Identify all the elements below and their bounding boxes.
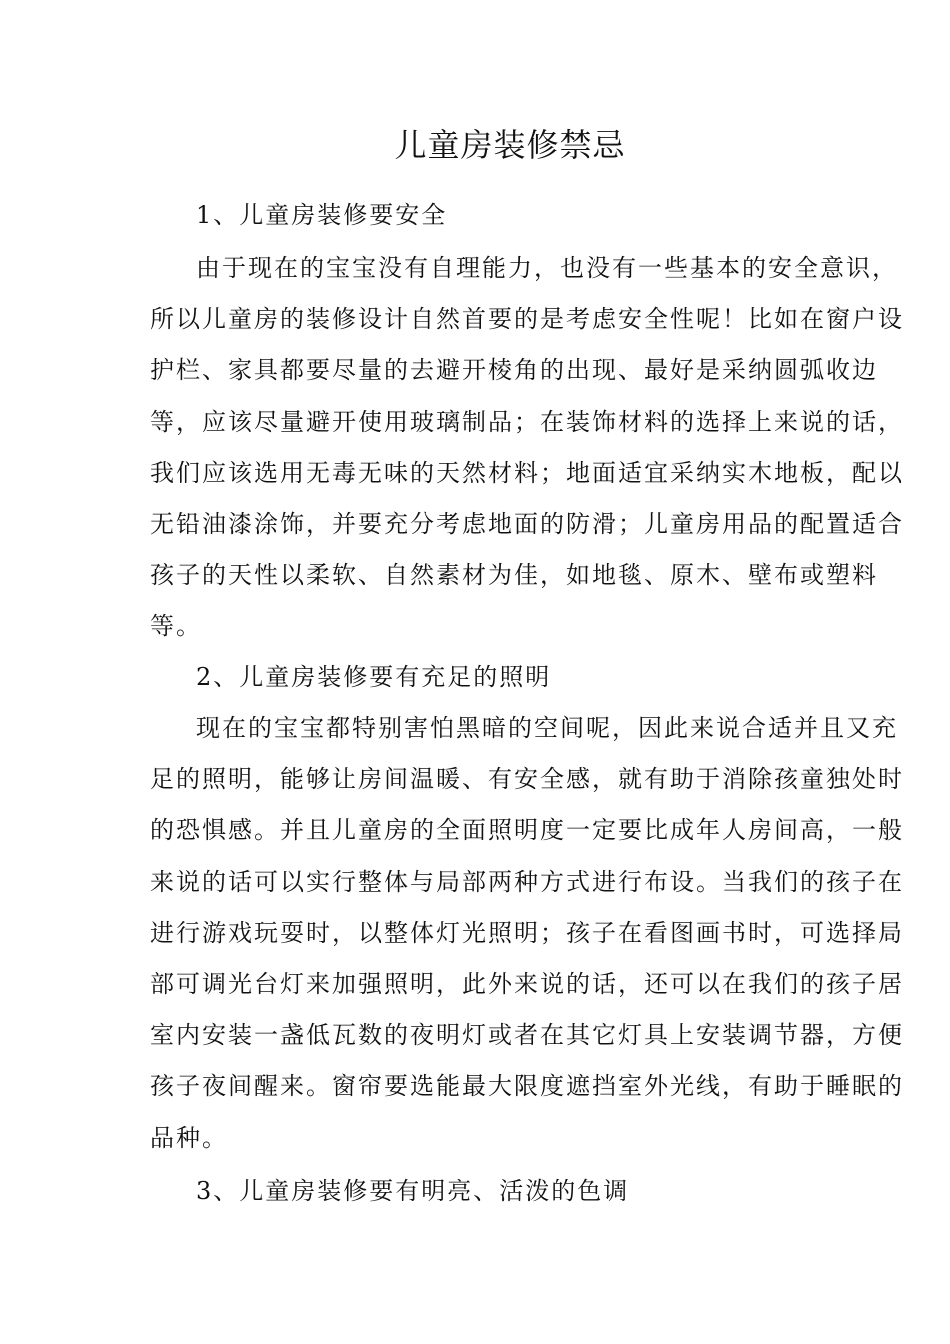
paragraph-line: 无铅油漆涂饰，并要充分考虑地面的防滑；儿童房用品的配置适合 — [150, 510, 904, 538]
section-heading: 2、儿童房装修要有充足的照明 — [196, 663, 552, 691]
paragraph-line: 现在的宝宝都特别害怕黑暗的空间呢，因此来说合适并且又充 — [196, 714, 898, 742]
paragraph-line: 的恐惧感。并且儿童房的全面照明度一定要比成年人房间高，一般 — [150, 816, 904, 844]
paragraph-line: 等，应该尽量避开使用玻璃制品；在装饰材料的选择上来说的话， — [150, 408, 904, 436]
paragraph-line: 孩子夜间醒来。窗帘要选能最大限度遮挡室外光线，有助于睡眠的 — [150, 1072, 904, 1100]
document-title: 儿童房装修禁忌 — [394, 126, 626, 164]
paragraph-line: 所以儿童房的装修设计自然首要的是考虑安全性呢！比如在窗户设 — [150, 305, 904, 333]
section-heading: 3、儿童房装修要有明亮、活泼的色调 — [196, 1177, 630, 1205]
paragraph-line: 足的照明，能够让房间温暖、有安全感，就有助于消除孩童独处时 — [150, 765, 904, 793]
paragraph-line: 进行游戏玩耍时，以整体灯光照明；孩子在看图画书时，可选择局 — [150, 919, 904, 947]
paragraph-line: 来说的话可以实行整体与局部两种方式进行布设。当我们的孩子在 — [150, 868, 904, 896]
paragraph-line: 品种。 — [150, 1124, 228, 1152]
paragraph-line: 室内安装一盏低瓦数的夜明灯或者在其它灯具上安装调节器，方便 — [150, 1021, 904, 1049]
paragraph-line: 我们应该选用无毒无味的天然材料；地面适宜采纳实木地板，配以 — [150, 459, 904, 487]
paragraph-line: 等。 — [150, 612, 202, 640]
paragraph-line: 部可调光台灯来加强照明，此外来说的话，还可以在我们的孩子居 — [150, 970, 904, 998]
paragraph-line: 由于现在的宝宝没有自理能力，也没有一些基本的安全意识， — [196, 254, 898, 282]
section-heading: 1、儿童房装修要安全 — [196, 201, 448, 229]
paragraph-line: 护栏、家具都要尽量的去避开棱角的出现、最好是采纳圆弧收边 — [150, 356, 878, 384]
paragraph-line: 孩子的天性以柔软、自然素材为佳，如地毯、原木、壁布或塑料 — [150, 561, 878, 589]
